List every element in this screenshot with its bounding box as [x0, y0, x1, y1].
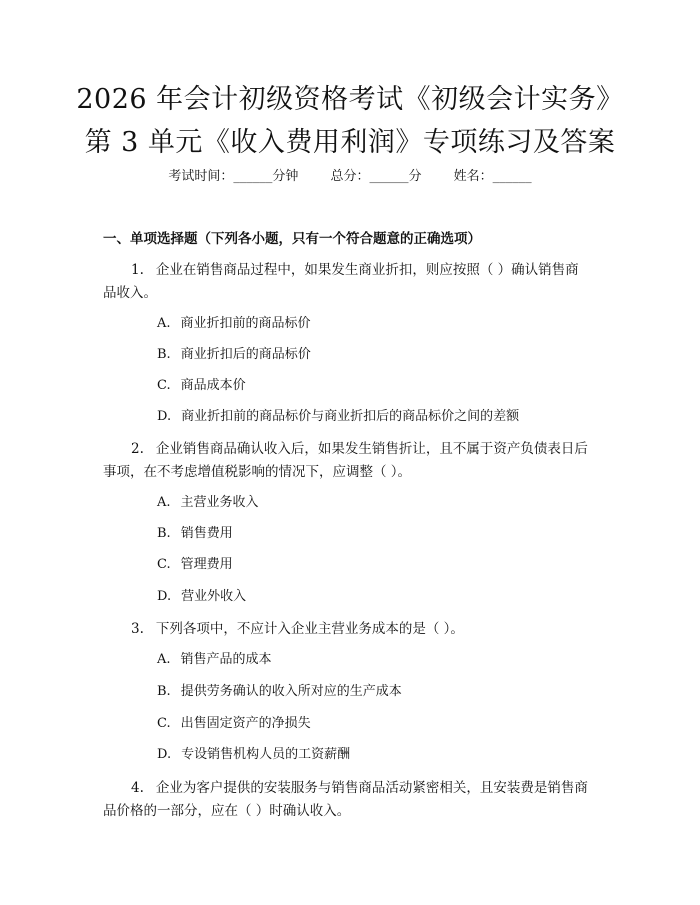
question-3-stem: [131, 619, 464, 639]
question-text: 企业为客户提供的安装服务与销售商品活动紧密相关，且安装费是销售商: [155, 780, 588, 796]
question-4-stem-continued: 品价格的一部分，应在（ ）时确认收入。: [103, 803, 351, 819]
option-text: 营业外收入: [181, 589, 247, 604]
option-letter: D.: [157, 589, 172, 604]
option-letter: D.: [157, 409, 172, 424]
question-text: 企业在销售商品过程中，如果发生商业折扣，则应按照（ ）确认销售商: [155, 262, 579, 278]
question-2-stem-continued: 事项，在不考虑增值税影响的情况下，应调整（ ）。: [103, 464, 412, 480]
question-4-stem: [131, 778, 588, 798]
option-text: 管理费用: [180, 557, 233, 572]
total-score-field: 总分：______分: [330, 169, 422, 184]
option-text: 出售固定资产的净损失: [180, 716, 311, 731]
option-letter: B.: [157, 347, 171, 362]
question-3-option-d: [157, 745, 350, 765]
question-2-option-c: [157, 555, 233, 575]
question-number: 1.: [131, 262, 144, 278]
option-text: 专设销售机构人员的工资薪酬: [181, 747, 351, 762]
exam-time-field: 考试时间：______分钟: [168, 169, 299, 184]
question-1-option-c: [157, 376, 246, 396]
option-text: 商业折扣前的商品标价与商业折扣后的商品标价之间的差额: [181, 409, 520, 424]
question-3-option-a: [157, 650, 272, 670]
option-text: 商品成本价: [180, 378, 246, 393]
question-2-option-a: [157, 493, 259, 513]
question-number: 2.: [131, 441, 144, 457]
option-text: 商业折扣前的商品标价: [180, 316, 311, 331]
question-1-stem: [131, 260, 579, 280]
option-letter: B.: [157, 684, 171, 699]
question-number: 3.: [131, 621, 144, 637]
option-letter: A.: [157, 316, 171, 331]
option-text: 主营业务收入: [180, 495, 259, 510]
question-2-option-b: [157, 524, 233, 544]
option-letter: C.: [157, 378, 171, 393]
exam-info-line: [0, 167, 700, 187]
option-text: 销售费用: [180, 526, 233, 541]
option-text: 商业折扣后的商品标价: [180, 347, 311, 362]
document-title-line-1: 2026 年会计初级资格考试《初级会计实务》: [76, 84, 624, 115]
option-letter: A.: [157, 495, 171, 510]
question-3-option-c: [157, 714, 311, 734]
question-number: 4.: [131, 780, 144, 796]
option-letter: D.: [157, 747, 172, 762]
option-letter: C.: [157, 557, 171, 572]
section-heading: 一、单项选择题（下列各小题，只有一个符合题意的正确选项）: [103, 231, 481, 247]
question-1-option-d: [157, 407, 519, 427]
option-text: 提供劳务确认的收入所对应的生产成本: [180, 684, 402, 699]
question-2-option-d: [157, 587, 246, 607]
option-letter: B.: [157, 526, 171, 541]
question-text: 下列各项中，不应计入企业主营业务成本的是（ ）。: [155, 621, 464, 637]
question-2-stem: [131, 439, 588, 459]
document-title-line-2: 第 3 单元《收入费用利润》专项练习及答案: [84, 127, 616, 158]
question-1-option-b: [157, 345, 311, 365]
question-text: 企业销售商品确认收入后，如果发生销售折让，且不属于资产负债表日后: [155, 441, 588, 457]
option-letter: C.: [157, 716, 171, 731]
question-1-option-a: [157, 314, 311, 334]
name-field: 姓名：______: [453, 169, 532, 184]
option-text: 销售产品的成本: [180, 652, 272, 667]
option-letter: A.: [157, 652, 171, 667]
question-3-option-b: [157, 682, 402, 702]
question-1-stem-continued: 品收入。: [103, 285, 157, 301]
